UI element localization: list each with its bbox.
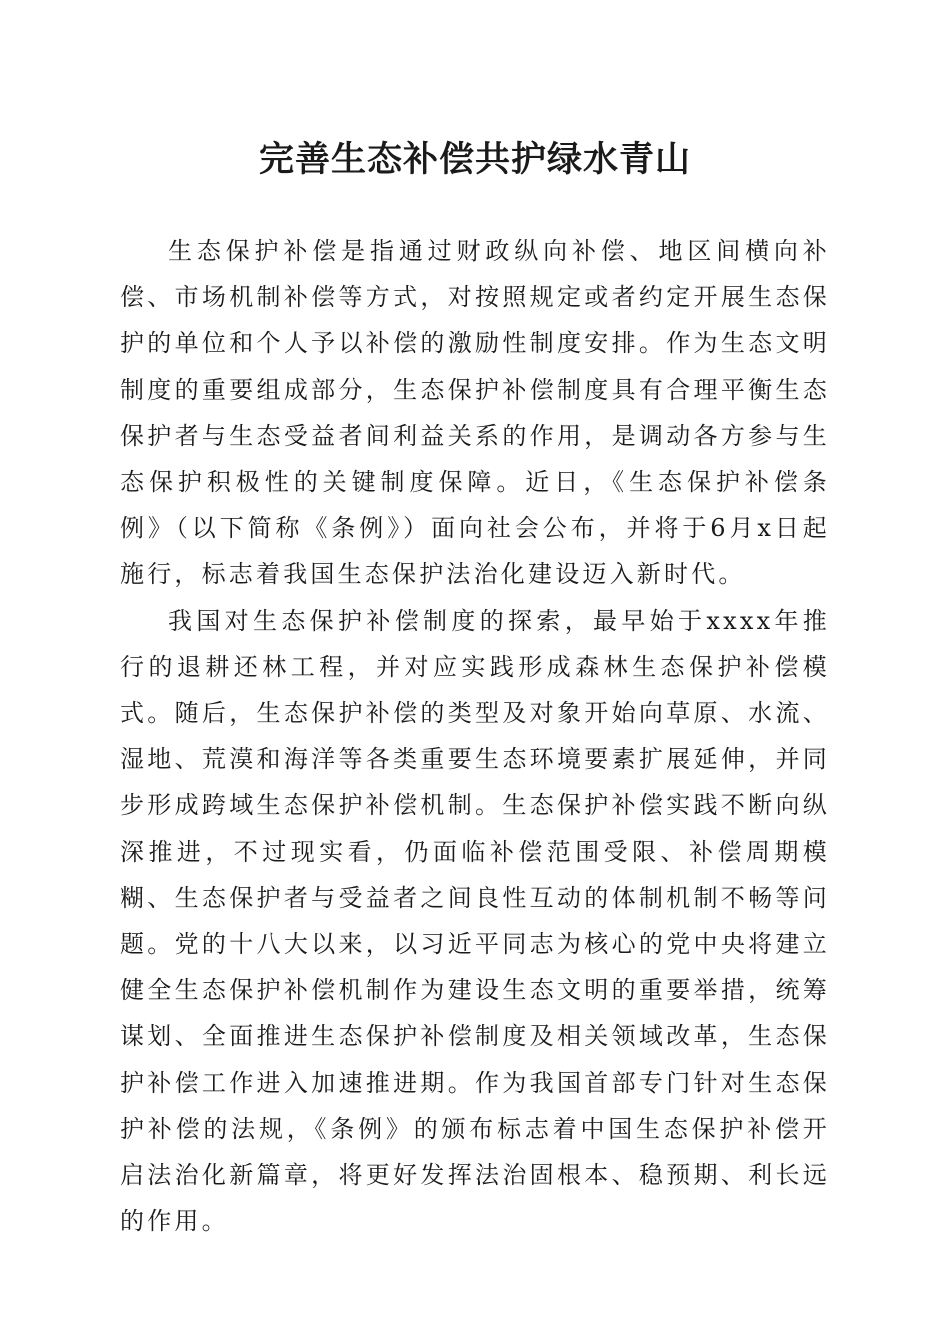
paragraph-2: 我国对生态保护补偿制度的探索，最早始于xxxx年推行的退耕还林工程，并对应实践形成森林生态保护补偿模式。随后，生态保护补偿的类型及对象开始向草原、水流、湿地、荒漠和海洋等各类重要生态环境要素扩展延伸，并同步形成跨域生态保护补偿机制。生态保护补偿实践不断向纵深推进，不过现实看，仍面临补偿范围受限、补偿周期模糊、生态保护者与受益者之间良性互动的体制机制不畅等问题。党的十八大以来，以习近平同志为核心的党中央将建立健全生态保护补偿机制作为建设生态文明的重要举措，统筹谋划、全面推进生态保护补偿制度及相关领域改革，生态保护补偿工作进入加速推进期。作为我国首部专门针对生态保护补偿的法规，《条例》的颁布标志着中国生态保护补偿开启法治化新篇章，将更好发挥法治固根本、稳预期、利长远的作用。: [120, 606, 830, 1236]
document-body: [120, 228, 830, 1244]
document-title: 完善生态补偿共护绿水青山: [258, 139, 691, 180]
paragraph-1: 生态保护补偿是指通过财政纵向补偿、地区间横向补偿、市场机制补偿等方式，对按照规定或者约定开展生态保护的单位和个人予以补偿的激励性制度安排。作为生态文明制度的重要组成部分，生态保护补偿制度具有合理平衡生态保护者与生态受益者间利益关系的作用，是调动各方参与生态保护积极性的关键制度保障。近日，《生态保护补偿条例》（以下简称《条例》）面向社会公布，并将于6月x日起施行，标志着我国生态保护法治化建设迈入新时代。: [120, 237, 830, 589]
